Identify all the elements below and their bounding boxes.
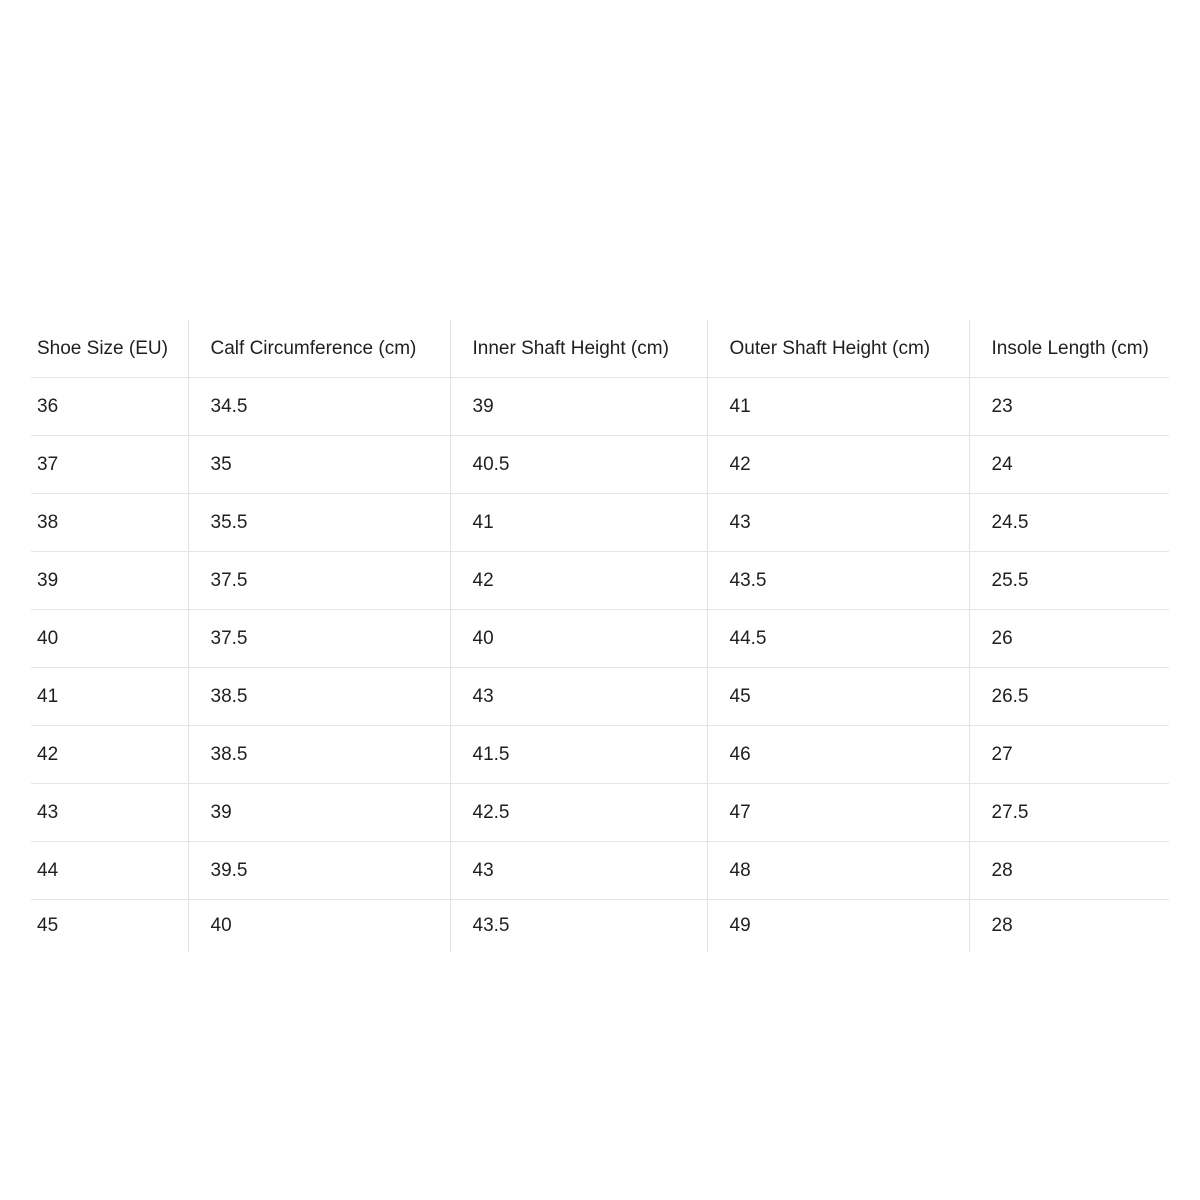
cell-insole-length: 26 bbox=[969, 610, 1169, 668]
cell-insole-length: 28 bbox=[969, 900, 1169, 953]
cell-outer-shaft-height: 43 bbox=[707, 494, 969, 552]
cell-calf-circumference: 34.5 bbox=[188, 378, 450, 436]
cell-inner-shaft-height: 43 bbox=[450, 842, 707, 900]
table-row bbox=[31, 900, 1169, 953]
cell-insole-length: 23 bbox=[969, 378, 1169, 436]
cell-insole-length: 24.5 bbox=[969, 494, 1169, 552]
cell-inner-shaft-height: 40.5 bbox=[450, 436, 707, 494]
cell-outer-shaft-height: 46 bbox=[707, 726, 969, 784]
cell-outer-shaft-height: 48 bbox=[707, 842, 969, 900]
header-calf-circumference: Calf Circumference (cm) bbox=[188, 320, 450, 378]
cell-shoe-size: 39 bbox=[31, 552, 188, 610]
table-row bbox=[31, 842, 1169, 900]
cell-shoe-size: 37 bbox=[31, 436, 188, 494]
table-row bbox=[31, 668, 1169, 726]
cell-outer-shaft-height: 44.5 bbox=[707, 610, 969, 668]
cell-calf-circumference: 38.5 bbox=[188, 726, 450, 784]
cell-calf-circumference: 37.5 bbox=[188, 610, 450, 668]
table-row bbox=[31, 494, 1169, 552]
cell-calf-circumference: 39.5 bbox=[188, 842, 450, 900]
header-inner-shaft-height: Inner Shaft Height (cm) bbox=[450, 320, 707, 378]
cell-shoe-size: 36 bbox=[31, 378, 188, 436]
cell-insole-length: 28 bbox=[969, 842, 1169, 900]
table-row bbox=[31, 726, 1169, 784]
cell-insole-length: 27 bbox=[969, 726, 1169, 784]
cell-inner-shaft-height: 41 bbox=[450, 494, 707, 552]
cell-insole-length: 26.5 bbox=[969, 668, 1169, 726]
cell-calf-circumference: 35 bbox=[188, 436, 450, 494]
cell-inner-shaft-height: 40 bbox=[450, 610, 707, 668]
cell-shoe-size: 38 bbox=[31, 494, 188, 552]
cell-insole-length: 24 bbox=[969, 436, 1169, 494]
table-row bbox=[31, 610, 1169, 668]
cell-inner-shaft-height: 42.5 bbox=[450, 784, 707, 842]
header-outer-shaft-height: Outer Shaft Height (cm) bbox=[707, 320, 969, 378]
table-row bbox=[31, 436, 1169, 494]
cell-inner-shaft-height: 43.5 bbox=[450, 900, 707, 953]
cell-outer-shaft-height: 49 bbox=[707, 900, 969, 953]
table-row bbox=[31, 378, 1169, 436]
cell-inner-shaft-height: 43 bbox=[450, 668, 707, 726]
header-shoe-size: Shoe Size (EU) bbox=[31, 320, 188, 378]
cell-calf-circumference: 38.5 bbox=[188, 668, 450, 726]
cell-insole-length: 27.5 bbox=[969, 784, 1169, 842]
table-body bbox=[31, 378, 1169, 953]
table-row bbox=[31, 552, 1169, 610]
cell-outer-shaft-height: 41 bbox=[707, 378, 969, 436]
cell-shoe-size: 45 bbox=[37, 915, 59, 936]
table-header bbox=[31, 320, 1169, 378]
cell-calf-circumference: 40 bbox=[188, 900, 450, 953]
cell-insole-length: 25.5 bbox=[969, 552, 1169, 610]
cell-calf-circumference: 37.5 bbox=[188, 552, 450, 610]
header-insole-length: Insole Length (cm) bbox=[969, 320, 1169, 378]
cell-outer-shaft-height: 45 bbox=[707, 668, 969, 726]
cell-inner-shaft-height: 42 bbox=[450, 552, 707, 610]
cell-shoe-size: 44 bbox=[31, 842, 188, 900]
table-row bbox=[31, 784, 1169, 842]
cell-inner-shaft-height: 41.5 bbox=[450, 726, 707, 784]
cell-inner-shaft-height: 39 bbox=[450, 378, 707, 436]
cell-outer-shaft-height: 47 bbox=[707, 784, 969, 842]
cell-outer-shaft-height: 42 bbox=[707, 436, 969, 494]
size-chart-table bbox=[31, 320, 1169, 952]
cell-calf-circumference: 39 bbox=[188, 784, 450, 842]
cell-shoe-size: 41 bbox=[31, 668, 188, 726]
cell-shoe-size: 42 bbox=[31, 726, 188, 784]
cell-shoe-size: 43 bbox=[31, 784, 188, 842]
cell-calf-circumference: 35.5 bbox=[188, 494, 450, 552]
header-row bbox=[31, 320, 1169, 378]
cell-outer-shaft-height: 43.5 bbox=[707, 552, 969, 610]
cell-shoe-size: 40 bbox=[31, 610, 188, 668]
